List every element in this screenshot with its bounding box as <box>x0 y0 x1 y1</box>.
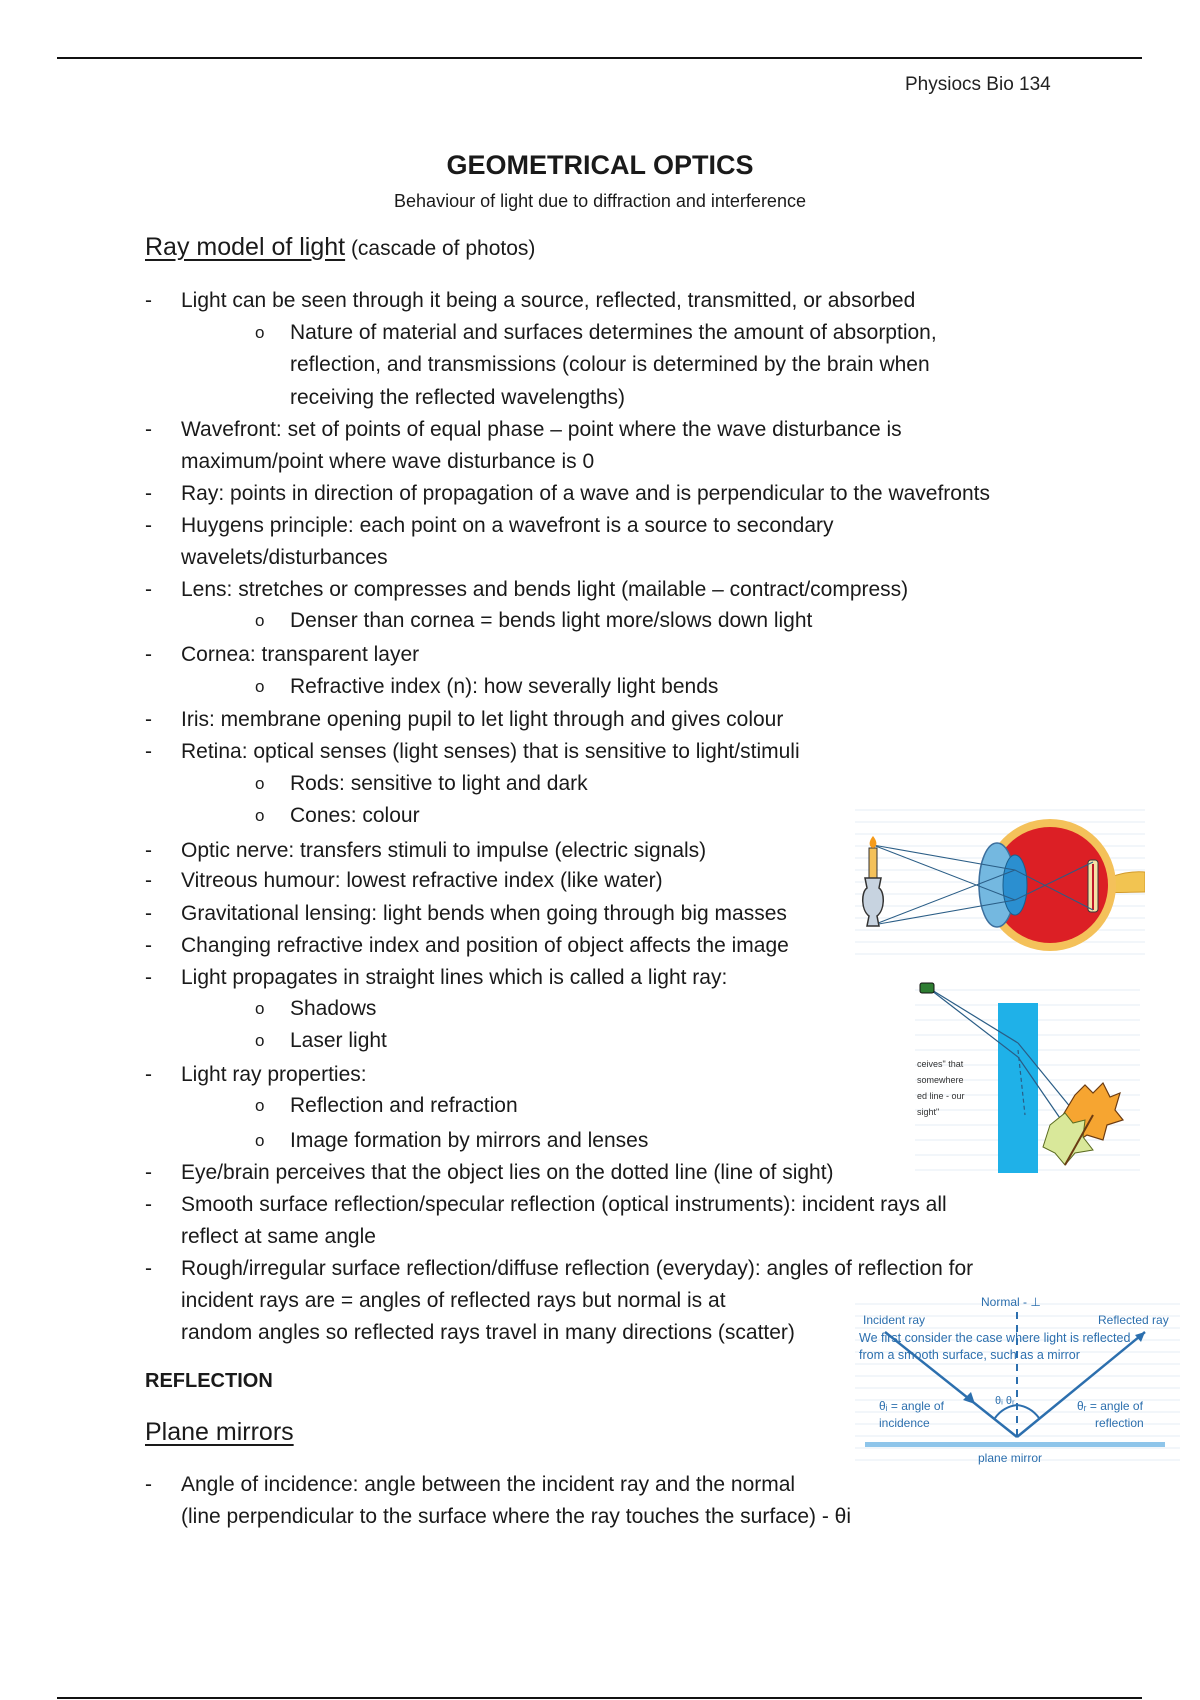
list-item: Smooth surface reflection/specular reflection (optical instruments): incident rays all <box>181 1193 947 1216</box>
sub-bullet-marker: o <box>255 1096 265 1115</box>
mirror-figure-svg <box>915 975 1140 1175</box>
reflection-angle-diagram <box>855 1292 1180 1468</box>
angle-of-incidence-label: θᵢ = angle of <box>879 1399 944 1413</box>
list-item: Light can be seen through it being a source, reflected, transmitted, or absorbed <box>181 289 916 312</box>
page-title: GEOMETRICAL OPTICS <box>446 150 754 180</box>
sub-bullet-marker: o <box>255 611 265 630</box>
sub-bullet-marker: o <box>255 323 265 342</box>
list-item: Cornea: transparent layer <box>181 643 420 666</box>
bullet-marker: - <box>145 643 152 666</box>
list-item: Rods: sensitive to light and dark <box>290 772 588 795</box>
list-item: Nature of material and surfaces determines the amount of absorption, <box>290 321 937 344</box>
angle-of-incidence-label: incidence <box>879 1416 930 1430</box>
bullet-marker: - <box>145 839 152 862</box>
list-item: Huygens principle: each point on a wavefront is a source to secondary <box>181 514 834 537</box>
angle-of-reflection-label: reflection <box>1095 1416 1144 1430</box>
list-item: Laser light <box>290 1029 387 1052</box>
list-item: Light ray properties: <box>181 1063 367 1086</box>
list-item: maximum/point where wave disturbance is 0 <box>181 450 595 473</box>
mirror-caption-line: sight" <box>917 1107 940 1117</box>
bullet-marker: - <box>145 708 152 731</box>
bullet-marker: - <box>145 578 152 601</box>
sub-bullet-marker: o <box>255 1031 265 1050</box>
course-header: Physiocs Bio 134 <box>905 74 1051 95</box>
bottom-rule <box>57 1697 1142 1699</box>
bullet-marker: - <box>145 740 152 763</box>
list-item: Light propagates in straight lines which is called a light ray: <box>181 966 728 989</box>
list-item: Lens: stretches or compresses and bends light (mailable – contract/compress) <box>181 578 909 601</box>
list-item: Rough/irregular surface reflection/diffuse reflection (everyday): angles of reflection for <box>181 1257 974 1280</box>
bullet-marker: - <box>145 1161 152 1184</box>
list-item: Image formation by mirrors and lenses <box>290 1129 649 1152</box>
eye-diagram-figure <box>855 800 1145 960</box>
sub-bullet-marker: o <box>255 806 265 825</box>
list-item: Gravitational lensing: light bends when going through big masses <box>181 902 787 925</box>
bullet-marker: - <box>145 1473 152 1496</box>
bullet-marker: - <box>145 1063 152 1086</box>
list-item: (line perpendicular to the surface where the ray touches the surface) - θi <box>181 1505 852 1528</box>
section-heading-ray-model <box>145 233 535 262</box>
sub-bullet-marker: o <box>255 1131 265 1150</box>
list-item: Denser than cornea = bends light more/slows down light <box>290 609 813 632</box>
reflection-diagram-svg <box>855 1292 1180 1468</box>
list-item: Shadows <box>290 997 377 1020</box>
section-heading-text: Plane mirrors <box>145 1418 294 1446</box>
plane-mirror-label: plane mirror <box>978 1451 1043 1465</box>
list-item: Retina: optical senses (light senses) that is sensitive to light/stimuli <box>181 740 800 763</box>
top-rule <box>57 57 1142 59</box>
mirror-caption-line: ceives" that <box>917 1059 964 1069</box>
list-item: random angles so reflected rays travel in many directions (scatter) <box>181 1321 795 1344</box>
reflection-caption: We first consider the case where light is reflected <box>859 1331 1131 1345</box>
list-item: Cones: colour <box>290 804 420 827</box>
list-item: reflect at same angle <box>181 1225 376 1248</box>
bullet-marker: - <box>145 482 152 505</box>
reflection-heading: REFLECTION <box>145 1370 273 1392</box>
list-item: Changing refractive index and position of object affects the image <box>181 934 789 957</box>
sub-bullet-marker: o <box>255 774 265 793</box>
mirror-caption-line: somewhere <box>917 1075 964 1085</box>
list-item: incident rays are = angles of reflected rays but normal is at <box>181 1289 726 1312</box>
section-heading-text: Ray model of light <box>145 233 346 261</box>
bullet-marker: - <box>145 289 152 312</box>
page-subtitle: Behaviour of light due to diffraction and interference <box>394 191 806 211</box>
bullet-marker: - <box>145 514 152 537</box>
bullet-marker: - <box>145 418 152 441</box>
list-item: Ray: points in direction of propagation of a wave and is perpendicular to the wavefronts <box>181 482 990 505</box>
bullet-marker: - <box>145 966 152 989</box>
sub-bullet-marker: o <box>255 999 265 1018</box>
section-heading-plane-mirrors <box>145 1418 294 1447</box>
bullet-marker: - <box>145 869 152 892</box>
mirror-caption-line: ed line - our <box>917 1091 965 1101</box>
bullet-marker: - <box>145 902 152 925</box>
eye-diagram-svg <box>855 800 1145 960</box>
list-item: Iris: membrane opening pupil to let light through and gives colour <box>181 708 784 731</box>
list-item: receiving the reflected wavelengths) <box>290 386 626 409</box>
section-heading-note: (cascade of photos) <box>345 237 536 260</box>
list-item: Refractive index (n): how severally light bends <box>290 675 719 698</box>
reflection-caption: from a smooth surface, such as a mirror <box>859 1348 1080 1362</box>
bullet-marker: - <box>145 934 152 957</box>
list-item: Eye/brain perceives that the object lies on the dotted line (line of sight) <box>181 1161 834 1184</box>
theta-center-label: θᵢ θᵣ <box>995 1395 1015 1407</box>
list-item: Wavefront: set of points of equal phase – point where the wave disturbance is <box>181 418 902 441</box>
list-item: Angle of incidence: angle between the incident ray and the normal <box>181 1473 796 1496</box>
bullet-marker: - <box>145 1257 152 1280</box>
mirror-line-of-sight-figure <box>915 975 1140 1175</box>
list-item: Optic nerve: transfers stimuli to impulse (electric signals) <box>181 839 707 862</box>
incident-ray-label: Incident ray <box>863 1313 926 1327</box>
normal-label: Normal - ⊥ <box>981 1295 1041 1309</box>
list-item: reflection, and transmissions (colour is determined by the brain when <box>290 353 930 376</box>
angle-of-reflection-label: θᵣ = angle of <box>1077 1399 1143 1413</box>
reflected-ray-label: Reflected ray <box>1098 1313 1169 1327</box>
list-item: wavelets/disturbances <box>181 546 388 569</box>
list-item: Vitreous humour: lowest refractive index (like water) <box>181 869 663 892</box>
sub-bullet-marker: o <box>255 677 265 696</box>
list-item: Reflection and refraction <box>290 1094 518 1117</box>
bullet-marker: - <box>145 1193 152 1216</box>
